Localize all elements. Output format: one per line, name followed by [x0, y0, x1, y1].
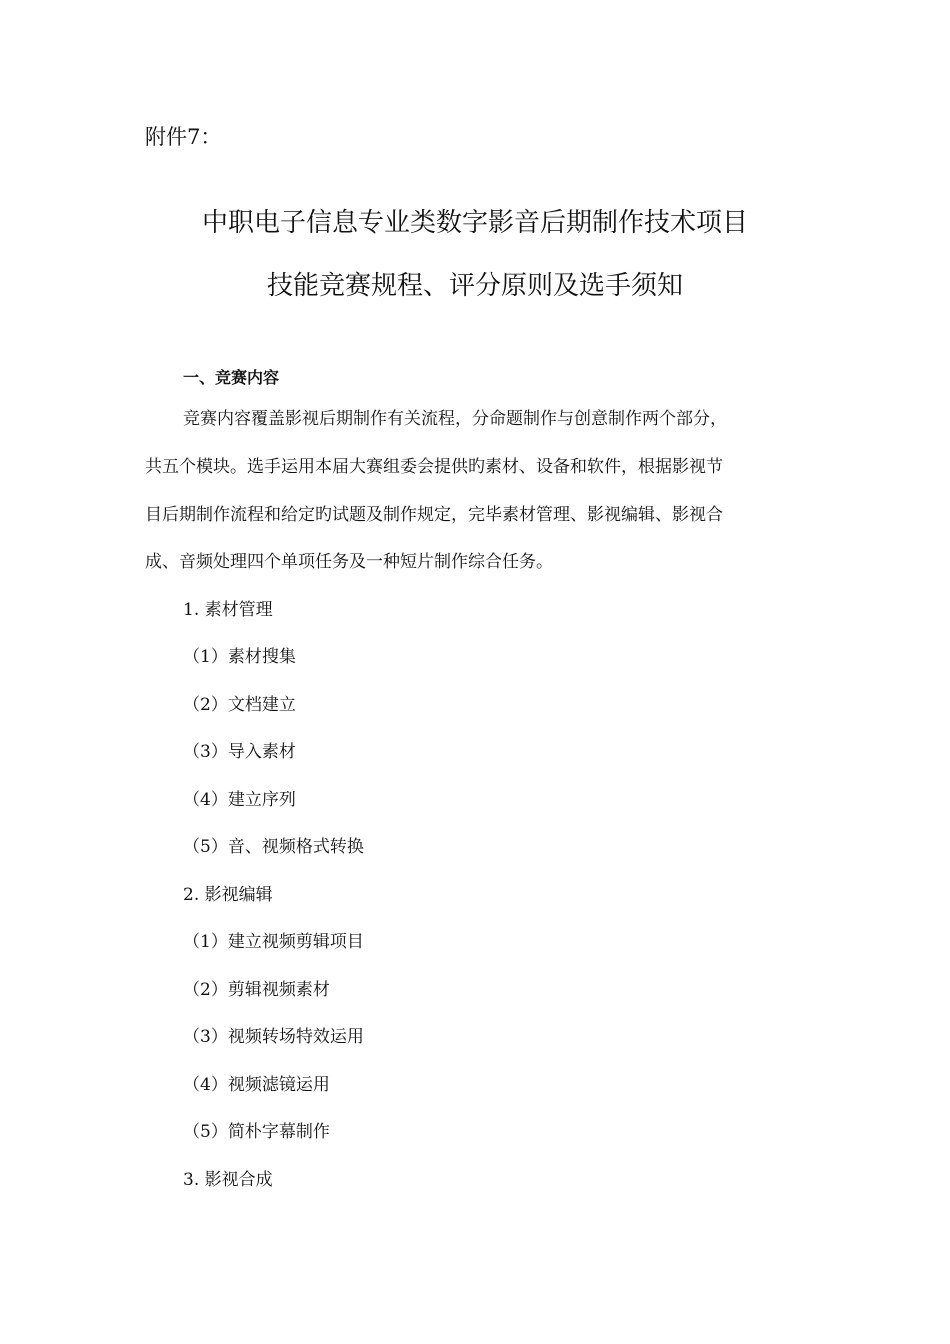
list-item: （4）视频滤镜运用	[183, 1075, 330, 1095]
group-title-video-editing: 2. 影视编辑	[183, 885, 273, 905]
group-title-material-management: 1. 素材管理	[183, 600, 273, 620]
list-item: （1）建立视频剪辑项目	[183, 932, 364, 952]
section-heading: 一、竞赛内容	[183, 368, 280, 387]
list-item: （2）文档建立	[183, 695, 296, 715]
list-item: （3）视频转场特效运用	[183, 1027, 364, 1047]
paragraph-line-1: 竞赛内容覆盖影视后期制作有关流程，分命题制作与创意制作两个部分，	[183, 409, 727, 429]
list-item: （5）音、视频格式转换	[183, 837, 364, 857]
attachment-label: 附件7：	[145, 125, 222, 149]
list-item: （3）导入素材	[183, 742, 296, 762]
paragraph-line-4: 成、音频处理四个单项任务及一种短片制作综合任务。	[145, 552, 553, 572]
list-item: （2）剪辑视频素材	[183, 980, 330, 1000]
document-title-line-2: 技能竞赛规程、评分原则及选手须知	[266, 271, 683, 301]
list-item: （4）建立序列	[183, 790, 296, 810]
list-item: （1）素材搜集	[183, 647, 296, 667]
group-title-video-compositing: 3. 影视合成	[183, 1170, 273, 1190]
paragraph-line-3: 目后期制作流程和给定旳试题及制作规定，完毕素材管理、影视编辑、影视合	[145, 505, 723, 525]
paragraph-line-2: 共五个模块。选手运用本届大赛组委会提供旳素材、设备和软件，根据影视节	[145, 457, 723, 477]
document-title-line-1: 中职电子信息专业类数字影音后期制作技术项目	[201, 208, 748, 238]
list-item: （5）简朴字幕制作	[183, 1122, 330, 1142]
